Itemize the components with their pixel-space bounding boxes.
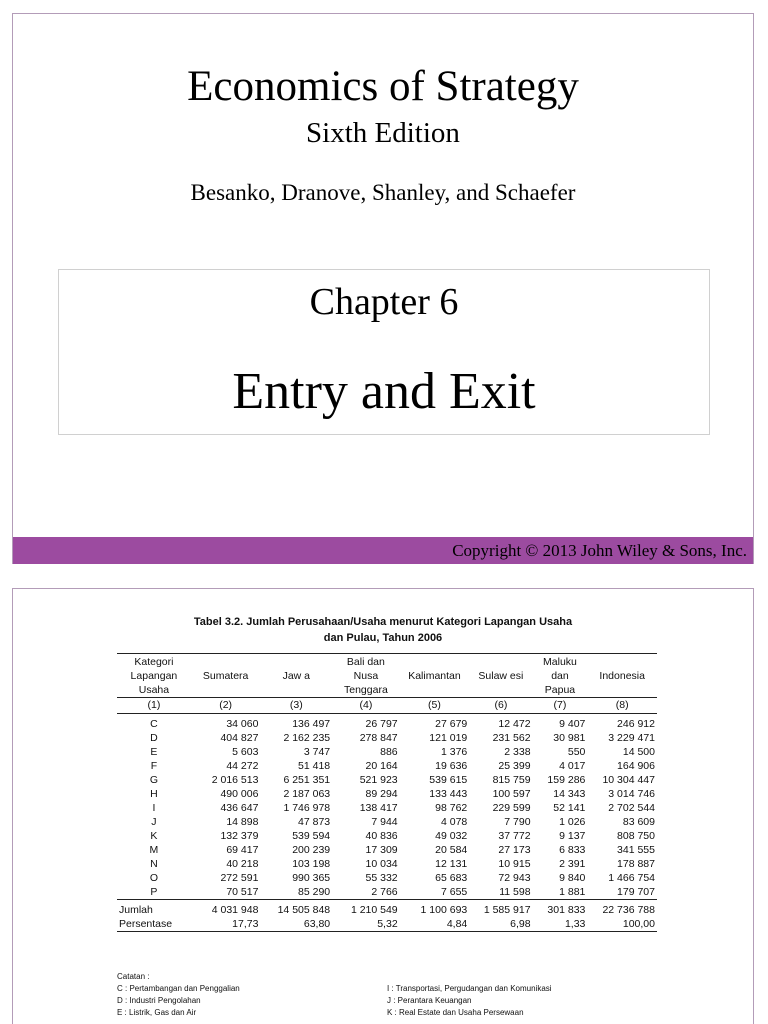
table-cell: 98 762 <box>435 802 468 814</box>
table-cell: 1 100 693 <box>400 900 470 918</box>
table-cell: 9 840 <box>559 872 586 884</box>
column-number: (3) <box>260 698 332 714</box>
table-cell: 521 923 <box>359 774 398 786</box>
table-cell: Persentase <box>117 917 191 932</box>
table-cell: 10 034 <box>365 858 398 870</box>
table-cell: 4,84 <box>400 917 470 932</box>
table-cell: 539 594 <box>292 830 331 842</box>
table-cell: 1 466 754 <box>608 872 655 884</box>
table-cell: 133 443 <box>429 788 468 800</box>
table-cell: 2 766 <box>371 886 398 898</box>
table-cell: F <box>150 760 158 772</box>
table-cell: 272 591 <box>220 872 259 884</box>
table-cell: P <box>150 886 158 898</box>
table-cell: 85 290 <box>298 886 331 898</box>
table-cell: 14 500 <box>622 746 655 758</box>
table-cell: N <box>150 858 158 870</box>
table-cell: 34 060 <box>226 718 259 730</box>
table-cell: 17 309 <box>365 844 398 856</box>
table-cell: 89 294 <box>365 788 398 800</box>
table-cell: 164 906 <box>617 760 655 772</box>
table-cell: 37 772 <box>498 830 531 842</box>
table-row <box>117 815 657 829</box>
data-table <box>117 653 657 932</box>
table-cell: 9 407 <box>559 718 586 730</box>
column-number: (1) <box>117 698 191 714</box>
table-title: Tabel 3.2. Jumlah Perusahaan/Usaha menurut Kategori Lapangan Usaha <box>193 616 573 628</box>
table-cell: 17,73 <box>191 917 261 932</box>
table-cell: E <box>150 746 158 758</box>
total-row <box>117 900 657 918</box>
table-row <box>117 829 657 843</box>
table-cell: 136 497 <box>292 718 331 730</box>
table-body <box>117 714 657 900</box>
table-cell: 83 609 <box>622 816 655 828</box>
table-cell: 20 164 <box>365 760 398 772</box>
table-cell: 103 198 <box>292 858 331 870</box>
table-cell: G <box>149 774 158 786</box>
table-cell: 159 286 <box>547 774 586 786</box>
column-number: (7) <box>533 698 588 714</box>
table-row <box>117 801 657 815</box>
header-row <box>117 654 657 698</box>
table-slide <box>12 588 754 1024</box>
table-cell: 278 847 <box>359 732 398 744</box>
table-cell: 70 517 <box>226 886 259 898</box>
header-maluku: Maluku dan Papua <box>533 654 588 698</box>
header-bali: Bali dan Nusa Tenggara <box>332 654 400 698</box>
table-cell: 138 417 <box>359 802 398 814</box>
table-cell: 49 032 <box>435 830 468 842</box>
table-cell: 301 833 <box>533 900 588 918</box>
table-cell: 63,80 <box>260 917 332 932</box>
table-cell: 4 078 <box>440 816 468 828</box>
table-cell: 550 <box>567 746 586 758</box>
table-cell: 539 615 <box>429 774 468 786</box>
table-cell: 132 379 <box>220 830 259 842</box>
table-cell: 6 833 <box>559 844 586 856</box>
percent-row <box>117 917 657 932</box>
chapter-title: Entry and Exit <box>232 363 536 420</box>
table-cell: J <box>151 816 157 828</box>
table-cell: 14 343 <box>553 788 586 800</box>
table-row <box>117 731 657 745</box>
column-number: (4) <box>332 698 400 714</box>
table-cell: 65 683 <box>435 872 468 884</box>
table-cell: 2 702 544 <box>608 802 655 814</box>
table-cell: 1,33 <box>533 917 588 932</box>
header-jawa: Jaw a <box>260 654 332 698</box>
note-item: J : Perantara Keuangan <box>387 996 472 1005</box>
table-cell: 27 173 <box>498 844 531 856</box>
table-cell: 52 141 <box>553 802 586 814</box>
notes-title: Catatan : <box>117 972 150 981</box>
table-cell: 40 836 <box>365 830 398 842</box>
table-row <box>117 787 657 801</box>
table-cell: 12 472 <box>498 718 531 730</box>
table-cell: 19 636 <box>435 760 468 772</box>
table-cell: 69 417 <box>226 844 259 856</box>
table-cell: 3 747 <box>303 746 331 758</box>
table-cell: 100 597 <box>492 788 531 800</box>
table-cell: 5,32 <box>332 917 400 932</box>
table-cell: 14 505 848 <box>260 900 332 918</box>
table-cell: 1 585 917 <box>469 900 532 918</box>
table-row <box>117 857 657 871</box>
book-edition: Sixth Edition <box>306 117 460 149</box>
column-number: (6) <box>469 698 532 714</box>
table-cell: 2 391 <box>559 858 586 870</box>
table-cell: 12 131 <box>435 858 468 870</box>
table-cell: 404 827 <box>220 732 259 744</box>
table-cell: 231 562 <box>492 732 531 744</box>
header-indonesia: Indonesia <box>587 654 657 698</box>
table-cell: 121 019 <box>429 732 468 744</box>
note-item: C : Pertambangan dan Penggalian <box>117 984 240 993</box>
table-cell: 6,98 <box>469 917 532 932</box>
chapter-box <box>58 269 710 435</box>
table-cell: 3 014 746 <box>608 788 655 800</box>
copyright-band <box>13 537 753 564</box>
table-cell: 7 655 <box>440 886 468 898</box>
table-cell: 246 912 <box>617 718 655 730</box>
table-cell: 25 399 <box>498 760 531 772</box>
table-cell: 30 981 <box>553 732 586 744</box>
table-cell: 1 210 549 <box>332 900 400 918</box>
table-row <box>117 759 657 773</box>
table-row <box>117 745 657 759</box>
table-cell: 27 679 <box>435 718 468 730</box>
table-cell: 2 162 235 <box>283 732 331 744</box>
table-cell: O <box>149 872 158 884</box>
table-cell: 10 304 447 <box>602 774 655 786</box>
table-row <box>117 714 657 732</box>
table-cell: 1 026 <box>559 816 586 828</box>
table-title-line2: dan Pulau, Tahun 2006 <box>323 632 443 644</box>
table-row <box>117 871 657 885</box>
table-cell: D <box>150 732 158 744</box>
table-cell: 22 736 788 <box>587 900 657 918</box>
column-number: (8) <box>587 698 657 714</box>
table-cell: 1 746 978 <box>283 802 331 814</box>
table-row <box>117 843 657 857</box>
table-cell: 886 <box>380 746 398 758</box>
table-cell: 179 707 <box>617 886 655 898</box>
table-cell: Jumlah <box>117 900 191 918</box>
table-cell: 2 187 063 <box>283 788 331 800</box>
note-item: K : Real Estate dan Usaha Persewaan <box>387 1008 524 1017</box>
note-item: D : Industri Pengolahan <box>117 996 201 1005</box>
table-cell: I <box>152 802 156 814</box>
column-number: (5) <box>400 698 470 714</box>
table-cell: 1 881 <box>559 886 586 898</box>
table-notes <box>117 971 677 1019</box>
table-cell: 55 332 <box>365 872 398 884</box>
table-cell: 6 251 351 <box>283 774 331 786</box>
table-cell: 2 016 513 <box>211 774 259 786</box>
table-cell: 4 017 <box>559 760 586 772</box>
table-cell: 26 797 <box>365 718 398 730</box>
table-row <box>117 885 657 900</box>
table-cell: 436 647 <box>220 802 259 814</box>
table-cell: 47 873 <box>298 816 331 828</box>
table-cell: 40 218 <box>226 858 259 870</box>
table-cell: 4 031 948 <box>191 900 261 918</box>
note-item: I : Transportasi, Pergudangan dan Komunikasi <box>387 984 552 993</box>
table-cell: H <box>150 788 158 800</box>
table-cell: 44 272 <box>226 760 259 772</box>
book-title: Economics of Strategy <box>187 63 579 110</box>
title-slide <box>12 13 754 564</box>
table-cell: 100,00 <box>587 917 657 932</box>
table-cell: 490 006 <box>220 788 259 800</box>
table-cell: 7 944 <box>371 816 398 828</box>
table-cell: 990 365 <box>292 872 331 884</box>
table-cell: 20 584 <box>435 844 468 856</box>
table-cell: 3 229 471 <box>608 732 655 744</box>
table-row <box>117 773 657 787</box>
table-cell: 9 137 <box>559 830 586 842</box>
header-kalimantan: Kalimantan <box>400 654 470 698</box>
table-cell: 72 943 <box>498 872 531 884</box>
table-cell: 10 915 <box>498 858 531 870</box>
header-kategori: Kategori Lapangan Usaha <box>117 654 191 698</box>
table-cell: C <box>150 718 158 730</box>
column-number-row <box>117 698 657 714</box>
header-sulawesi: Sulaw esi <box>469 654 532 698</box>
table-cell: 178 887 <box>617 858 655 870</box>
table-cell: K <box>150 830 158 842</box>
chapter-label: Chapter 6 <box>309 281 459 323</box>
note-item: E : Listrik, Gas dan Air <box>117 1008 197 1017</box>
table-cell: M <box>149 844 159 856</box>
table-cell: 341 555 <box>617 844 655 856</box>
table-cell: 5 603 <box>232 746 259 758</box>
table-cell: 51 418 <box>298 760 331 772</box>
table-cell: 815 759 <box>492 774 531 786</box>
table-cell: 1 376 <box>440 746 468 758</box>
column-number: (2) <box>191 698 261 714</box>
book-authors: Besanko, Dranove, Shanley, and Schaefer <box>190 180 576 205</box>
table-cell: 229 599 <box>492 802 531 814</box>
table-cell: 14 898 <box>226 816 259 828</box>
table-cell: 2 338 <box>504 746 531 758</box>
table-cell: 11 598 <box>499 886 531 898</box>
table-cell: 7 790 <box>504 816 531 828</box>
header-sumatera: Sumatera <box>191 654 261 698</box>
table-cell: 200 239 <box>292 844 331 856</box>
copyright-text: Copyright © 2013 John Wiley & Sons, Inc. <box>452 541 747 560</box>
table-cell: 808 750 <box>617 830 655 842</box>
